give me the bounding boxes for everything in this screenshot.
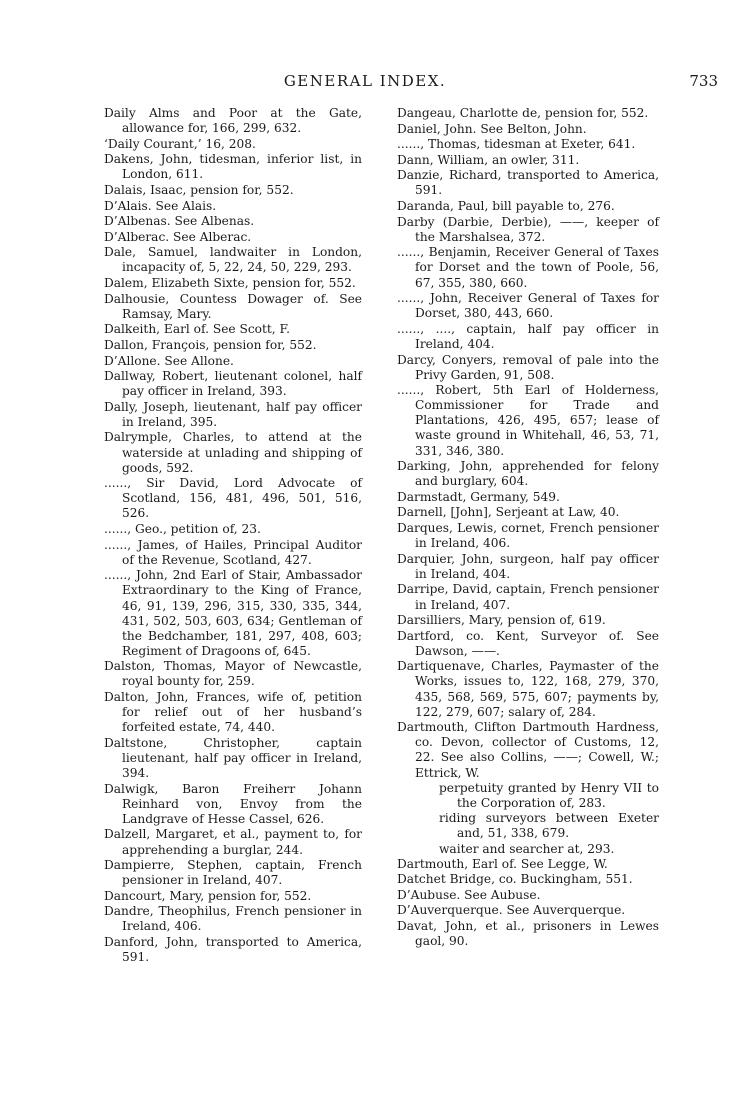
index-entry: Dartmouth, Earl of. See Legge, W. xyxy=(397,856,608,871)
index-entry: Dalton, John, Frances, wife of, petition for relief out of her husband’s forfeited estate, 74, 440. xyxy=(104,690,362,735)
index-entry: ......, Sir David, Lord Advocate of Scotland, 156, 481, 496, 501, 516, 526. xyxy=(104,476,362,521)
index-entry: Dalhousie, Countess Dowager of. See Ramsay, Mary. xyxy=(104,291,362,321)
index-entry: Darcy, Conyers, removal of pale into the Privy Garden, 91, 508. xyxy=(397,352,659,382)
page-number: 733 xyxy=(689,72,718,90)
index-entry: D’Auverquerque. See Auverquerque. xyxy=(397,903,626,918)
index-entry: Dallon, François, pension for, 552. xyxy=(104,337,317,352)
index-entry: Danford, John, transported to America, 591. xyxy=(104,935,362,965)
index-entry: Dallway, Robert, lieutenant colonel, half pay officer in Ireland, 393. xyxy=(104,369,362,399)
index-entry: ......, John, 2nd Earl of Stair, Ambassador Extraordinary to the King of France, 46, 91, 139, 296, 315, 330, 335, 344, 431, 502, 503, 603, 634; Gentleman of the Bedchamber, 181, 297, 408, 603; Regiment of Dragoons of, 645. xyxy=(104,568,362,658)
index-entry: ......, ...., captain, half pay officer in Ireland, 404. xyxy=(397,321,659,351)
index-entry: Daranda, Paul, bill payable to, 276. xyxy=(397,199,615,214)
index-entry: Dalwigk, Baron Freiherr Johann Reinhard von, Envoy from the Landgrave of Hesse Cassel, 626. xyxy=(104,781,362,826)
index-entry: Darripe, David, captain, French pensioner in Ireland, 407. xyxy=(397,582,659,612)
index-entry: Daltstone, Christopher, captain lieutenant, half pay officer in Ireland, 394. xyxy=(104,735,362,781)
index-entry: Dartmouth, Clifton Dartmouth Hardness, co. Devon, collector of Customs, 12, 22. See also Collins, ——; Cowell, W.; Ettrick, W. xyxy=(397,720,659,780)
index-entry: Dalkeith, Earl of. See Scott, F. xyxy=(104,322,290,337)
index-entry: Davat, John, et al., prisoners in Lewes gaol, 90. xyxy=(397,918,659,949)
index-entry: Dalais, Isaac, pension for, 552. xyxy=(104,182,294,197)
index-entry: Darby (Darbie, Derbie), ——, keeper of the Marshalsea, 372. xyxy=(397,214,659,244)
index-entry: Dandre, Theophilus, French pensioner in Ireland, 406. xyxy=(104,904,362,934)
index-entry: Darmstadt, Germany, 549. xyxy=(397,489,560,504)
index-entry: Daily Alms and Poor at the Gate, allowance for, 166, 299, 632. xyxy=(104,106,362,136)
index-subentry: waiter and searcher at, 293. xyxy=(439,841,615,856)
index-entry: D’Alais. See Alais. xyxy=(104,198,217,213)
index-entry: Dampierre, Stephen, captain, French pensioner in Ireland, 407. xyxy=(104,858,362,888)
index-entry: Danzie, Richard, transported to America, 591. xyxy=(397,168,659,198)
index-entry: Dann, William, an owler, 311. xyxy=(397,152,580,167)
running-head: GENERAL INDEX. xyxy=(283,72,447,90)
index-entry: ......, Robert, 5th Earl of Holderness, Commissioner for Trade and Plantations, 426, 495, 657; lease of waste ground in Whitehall, 46, 53, 71, 331, 346, 380. xyxy=(397,383,659,458)
index-column-left xyxy=(104,106,362,966)
index-entry: ......, James, of Hailes, Principal Auditor of the Revenue, Scotland, 427. xyxy=(104,537,362,567)
page-header xyxy=(0,72,730,96)
index-entry: ‘Daily Courant,’ 16, 208. xyxy=(104,136,256,151)
index-entry: Dalzell, Margaret, et al., payment to, for apprehending a burglar, 244. xyxy=(104,827,362,857)
index-subentry: riding surveyors between Exeter and, 51, 338, 679. xyxy=(439,811,659,841)
index-entry: D’Allone. See Allone. xyxy=(104,353,234,368)
index-entry: Dangeau, Charlotte de, pension for, 552. xyxy=(397,106,649,120)
index-entry: D’Albenas. See Albenas. xyxy=(104,214,255,229)
index-column-right xyxy=(397,106,659,950)
index-entry: ......, Geo., petition of, 23. xyxy=(104,522,261,537)
index-entry: Dally, Joseph, lieutenant, half pay officer in Ireland, 395. xyxy=(104,399,362,429)
index-entry: ......, Benjamin, Receiver General of Taxes for Dorset and the town of Poole, 56, 67, 355, 380, 660. xyxy=(397,245,659,290)
index-entry: Datchet Bridge, co. Buckingham, 551. xyxy=(397,872,633,887)
index-entry: Darquier, John, surgeon, half pay officer in Ireland, 404. xyxy=(397,551,659,581)
index-subentry: perpetuity granted by Henry VII to the Corporation of, 283. xyxy=(439,781,659,811)
index-entry: Dakens, John, tidesman, inferior list, in London, 611. xyxy=(104,152,362,182)
index-entry: Darking, John, apprehended for felony and burglary, 604. xyxy=(397,459,659,489)
index-entry: Dartford, co. Kent, Surveyor of. See Dawson, ——. xyxy=(397,628,659,658)
index-entry: D’Alberac. See Alberac. xyxy=(104,229,252,244)
index-entry: Daniel, John. See Belton, John. xyxy=(397,121,587,136)
index-entry: Darsilliers, Mary, pension of, 619. xyxy=(397,613,606,628)
index-entry: Dartiquenave, Charles, Paymaster of the Works, issues to, 122, 168, 279, 370, 435, 568, 569, 575, 607; payments by, 122, 279, 607; salary of, 284. xyxy=(397,659,659,719)
index-entry: Dalem, Elizabeth Sixte, pension for, 552. xyxy=(104,276,356,291)
index-entry: Dancourt, Mary, pension for, 552. xyxy=(104,888,312,903)
index-entry: Darnell, [John], Serjeant at Law, 40. xyxy=(397,505,620,520)
index-entry: ......, John, Receiver General of Taxes for Dorset, 380, 443, 660. xyxy=(397,291,659,321)
index-entry: Dalston, Thomas, Mayor of Newcastle, royal bounty for, 259. xyxy=(104,659,362,689)
index-entry: Dalrymple, Charles, to attend at the waterside at unlading and shipping of goods, 592. xyxy=(104,430,362,475)
index-entry: Darques, Lewis, cornet, French pensioner in Ireland, 406. xyxy=(397,521,659,551)
index-entry: Dale, Samuel, landwaiter in London, incapacity of, 5, 22, 24, 50, 229, 293. xyxy=(104,245,362,275)
index-entry: ......, Thomas, tidesman at Exeter, 641. xyxy=(397,137,636,152)
index-entry: D’Aubuse. See Aubuse. xyxy=(397,887,541,902)
